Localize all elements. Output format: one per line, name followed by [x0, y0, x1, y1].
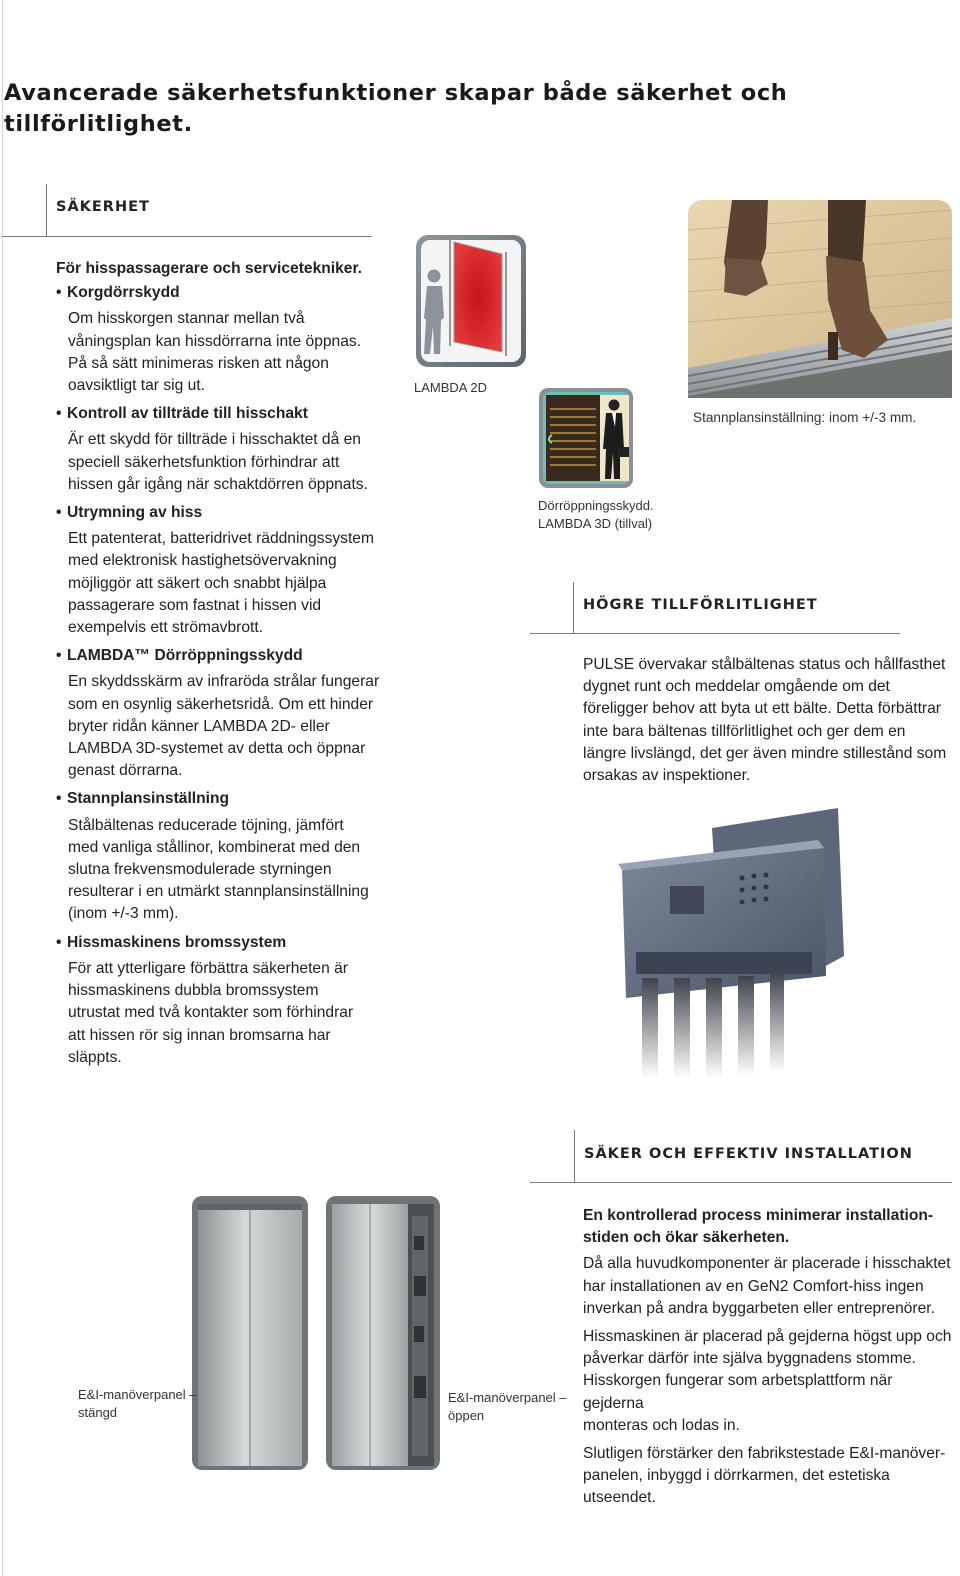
- text-line: passagerare som fastnat i hissen vid: [68, 596, 322, 614]
- safety-bullet-title: [56, 788, 386, 810]
- leveling-caption: Stannplansinställning: inom +/-3 mm.: [693, 410, 917, 425]
- reliability-heading: HÖGRE TILLFÖRLITLIGHET: [583, 597, 818, 613]
- safety-bullet-title: [56, 502, 386, 524]
- bullet-dot-icon: •: [56, 790, 62, 808]
- text-line: LAMBDA 3D-systemet av detta och öppnar: [68, 740, 366, 758]
- text-line: Hisskorgen fungerar som arbetsplattform när gejderna: [583, 1372, 893, 1412]
- bullet-dot-icon: •: [56, 647, 62, 665]
- installation-heading-hrule: [530, 1182, 952, 1183]
- text-line: bryter ridån känner LAMBDA 2D- eller: [68, 717, 330, 735]
- lambda-3d-caption: [538, 497, 654, 533]
- panel-closed-caption-line-2: stängd: [78, 1405, 118, 1420]
- text-line: För att ytterligare förbättra säkerheten är: [68, 959, 348, 977]
- safety-bullet-text: [68, 671, 386, 782]
- bullet-title-text: Utrymning av hiss: [67, 504, 203, 522]
- bullet-dot-icon: •: [56, 504, 62, 522]
- safety-heading-hrule: [2, 236, 372, 237]
- bullet-dot-icon: •: [56, 405, 62, 423]
- text-line: utrustat med två kontakter som förhindrar: [68, 1004, 354, 1022]
- text-line: (inom +/-3 mm).: [68, 905, 179, 923]
- panel-open-caption-line-2: öppen: [448, 1408, 485, 1423]
- safety-bullet-item: [56, 788, 386, 925]
- safety-bullet-text: [68, 308, 386, 397]
- lambda-3d-caption-line-2: LAMBDA 3D (tillval): [538, 516, 653, 531]
- text-line: exempelvis ett strömavbrott.: [68, 619, 263, 637]
- bullet-title-text: Hissmaskinens bromssystem: [67, 933, 287, 951]
- safety-bullet-item: [56, 645, 386, 782]
- bullet-dot-icon: •: [56, 284, 62, 302]
- safety-intro: För hisspassagerare och servicetekniker.: [56, 260, 362, 277]
- lambda-3d-illustration: [538, 387, 634, 489]
- text-line: panelen, inbyggd i dörrkarmen, det estetiska: [583, 1467, 890, 1485]
- panel-closed-caption-line-1: E&I-manöverpanel –: [78, 1387, 197, 1402]
- bullet-title-text: Stannplansinställning: [67, 790, 230, 808]
- text-line: PULSE övervakar stålbältenas status och hållfasthet: [583, 656, 946, 673]
- text-line: släppts.: [68, 1048, 122, 1066]
- text-line: föreligger behov att byta ut ett bälte. Detta förbättrar: [583, 700, 941, 718]
- installation-text: [583, 1205, 955, 1510]
- safety-heading: SÄKERHET: [56, 199, 150, 215]
- text-line: En kontrollerad process minimerar installation-: [583, 1207, 934, 1224]
- text-line: hissmaskinens dubbla bromssystem: [68, 982, 319, 1000]
- text-line: med vanliga stållinor, kombinerat med den: [68, 838, 361, 856]
- text-line: har installationen av en GeN2 Comfort-hiss ingen: [583, 1277, 924, 1295]
- headline-line-1: Avancerade säkerhetsfunktioner skapar både säkerhet och: [4, 80, 788, 106]
- lambda-3d-caption-line-1: Dörröppningsskydd.: [538, 498, 654, 513]
- reliability-text: [583, 654, 953, 787]
- safety-column: [56, 258, 386, 1075]
- text-line: utseendet.: [583, 1489, 656, 1507]
- text-line: resulterar i en utmärkt stannplansinställning: [68, 883, 369, 901]
- installation-heading: SÄKER OCH EFFEKTIV INSTALLATION: [584, 1146, 913, 1162]
- text-line: Slutligen förstärker den fabrikstestade E&I-manöver-: [583, 1445, 946, 1463]
- headline-line-2: tillförlitlighet.: [4, 111, 193, 137]
- safety-bullet-text: [68, 429, 386, 496]
- safety-bullet-title: [56, 403, 386, 425]
- bullet-dot-icon: •: [56, 933, 62, 951]
- text-line: En skyddsskärm av infraröda strålar fungerar: [68, 673, 380, 691]
- bullet-title-text: LAMBDA™ Dörröppningsskydd: [67, 647, 303, 665]
- elevator-door-closed-photo: [192, 1196, 308, 1470]
- text-line: Stålbältenas reducerade töjning, jämfört: [68, 816, 344, 834]
- reliability-heading-hrule: [530, 633, 900, 634]
- safety-bullet-text: [68, 528, 386, 639]
- lambda-2d-caption: LAMBDA 2D: [414, 380, 487, 395]
- elevator-door-open-panel-photo: [326, 1196, 440, 1470]
- text-line: som en osynlig säkerhetsridå. Om ett hinder: [68, 695, 374, 713]
- safety-bullet-item: [56, 403, 386, 496]
- reliability-heading-vrule: [573, 582, 574, 634]
- text-line: monteras och lodas in.: [583, 1416, 740, 1434]
- safety-bullet-item: [56, 502, 386, 639]
- safety-heading-vrule: [46, 184, 47, 236]
- safety-bullet-item: [56, 932, 386, 1069]
- text-line: speciell säkerhetsfunktion förhindrar att: [68, 453, 340, 471]
- safety-bullet-title: [56, 282, 386, 304]
- panel-open-caption-line-1: E&I-manöverpanel –: [448, 1390, 567, 1405]
- bullet-title-text: Kontroll av tillträde till hisschakt: [67, 405, 308, 423]
- text-line: Är ett skydd för tillträde i hisschaktet då en: [68, 431, 361, 449]
- text-line: orsakas av inspektioner.: [583, 767, 751, 785]
- pulse-unit-illustration: [612, 808, 858, 1080]
- installation-heading-vrule: [574, 1130, 575, 1182]
- text-line: Då alla huvudkomponenter är placerade i hisschaktet: [583, 1255, 951, 1273]
- text-line: Ett patenterat, batteridrivet räddningssystem: [68, 530, 374, 548]
- safety-bullet-list: [56, 282, 386, 1069]
- text-line: att hissen rör sig innan bromsarna har: [68, 1026, 331, 1044]
- text-line: inte bara bältenas tillförlitlighet och ger dem en: [583, 722, 906, 740]
- safety-bullet-title: [56, 645, 386, 667]
- text-line: påverkar därför inte själva byggnadens stomme.: [583, 1350, 916, 1368]
- text-line: möjliggör att säkert och snabbt hjälpa: [68, 574, 327, 592]
- text-line: slutna frekvensmodulerade styrningen: [68, 861, 332, 879]
- lambda-2d-illustration: [414, 234, 528, 368]
- text-line: oavsiktligt tar sig ut.: [68, 377, 205, 395]
- text-line: stiden och ökar säkerheten.: [583, 1229, 790, 1247]
- safety-bullet-item: [56, 282, 386, 397]
- page-headline: [4, 78, 824, 140]
- text-line: våningsplan kan hissdörrarna inte öppnas.: [68, 332, 362, 350]
- safety-bullet-title: [56, 932, 386, 954]
- text-line: Om hisskorgen stannar mellan två: [68, 310, 305, 328]
- text-line: På så sätt minimeras risken att någon: [68, 354, 329, 372]
- text-line: med elektronisk hastighetsövervakning: [68, 552, 337, 570]
- bullet-title-text: Korgdörrskydd: [67, 284, 180, 302]
- text-line: hissen går igång när schaktdörren öppnats.: [68, 475, 368, 493]
- text-line: inverkan på andra byggarbeten eller entreprenörer.: [583, 1299, 935, 1317]
- panel-open-caption: [448, 1389, 567, 1425]
- safety-bullet-text: [68, 958, 386, 1069]
- panel-closed-caption: [78, 1386, 197, 1422]
- safety-bullet-text: [68, 815, 386, 926]
- text-line: dygnet runt och meddelar omgående om det: [583, 678, 890, 696]
- text-line: längre livslängd, det ger även mindre stillestånd som: [583, 744, 947, 762]
- text-line: genast dörrarna.: [68, 762, 183, 780]
- text-line: Hissmaskinen är placerad på gejderna högst upp och: [583, 1328, 952, 1346]
- leveling-photo: [688, 200, 952, 398]
